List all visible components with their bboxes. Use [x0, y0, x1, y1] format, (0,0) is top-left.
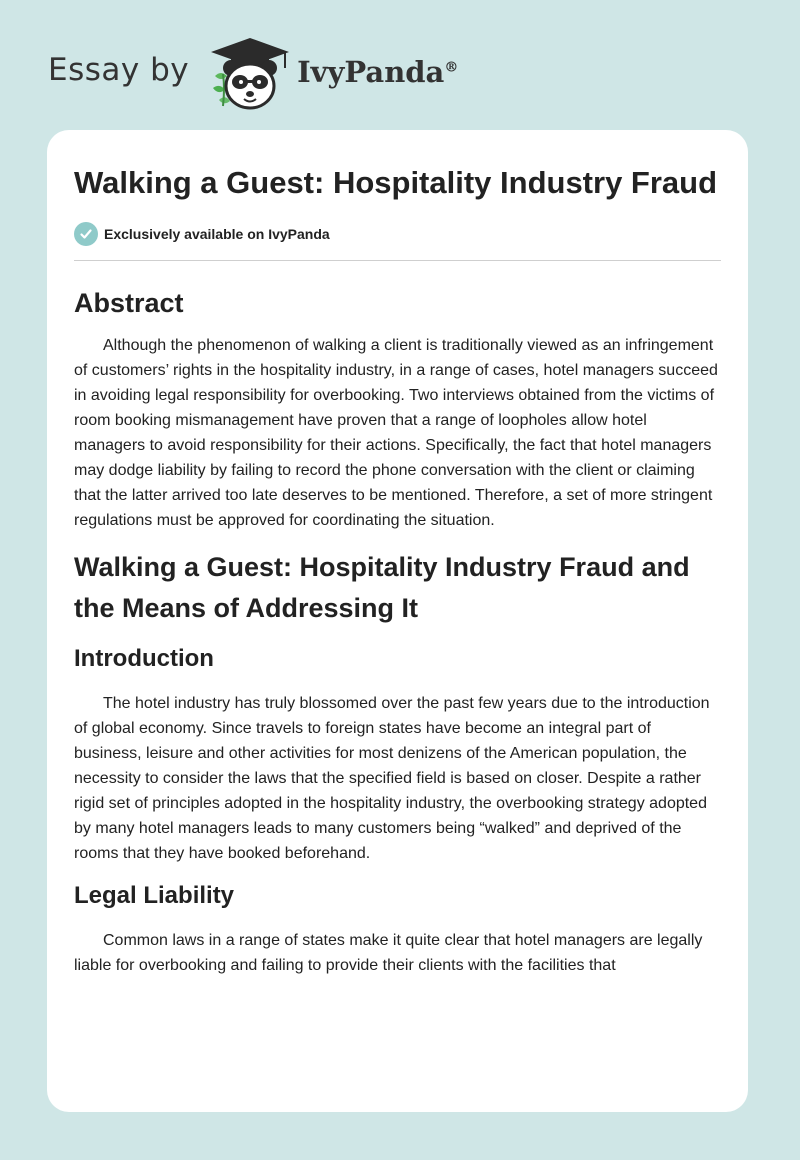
brand-name: IvyPanda®	[297, 55, 459, 89]
exclusive-badge	[74, 222, 721, 246]
registered-mark: ®	[444, 59, 459, 76]
abstract-paragraph: Although the phenomenon of walking a client is traditionally viewed as an infringement of customers’ rights in the hospitality industry, in a range of cases, hotel managers succeed in avoiding legal responsibility for overbooking. Two interviews obtained from the victims of room booking mismanagement have proven that a range of loopholes allow hotel managers to avoid responsibility for their actions. Specifically, the fact that hotel managers may dodge liability by failing to record the phone conversation with the client or claiming that the latter arrived too late deserves to be mentioned. Therefore, a set of more stringent regulations must be approved for coordinating the situation.	[74, 337, 718, 529]
article-card	[47, 130, 748, 1112]
introduction-paragraph: The hotel industry has truly blossomed over the past few years due to the introduction of global economy. Since travels to foreign states have become an integral part of business, leisure and other activities for most denizens of the American population, the necessity to consider the laws that the specified field is based on closer. Despite a rather rigid set of principles adopted in the hospitality industry, the overbooking strategy adopted by many hotel managers leads to many customers being “walked” and deprived of the rooms that they have booked beforehand.	[74, 695, 710, 862]
section-heading-introduction: Introduction	[74, 645, 214, 672]
title-divider	[74, 260, 721, 261]
essay-by-label: Essay by	[48, 52, 190, 88]
check-icon	[74, 222, 98, 246]
section-heading-main: Walking a Guest: Hospitality Industry Fraud and the Means of Addressing It	[74, 552, 690, 623]
panda-logo-icon	[207, 36, 293, 112]
section-heading-abstract: Abstract	[74, 288, 184, 318]
site-header	[48, 34, 458, 114]
exclusive-badge-label: Exclusively available on IvyPanda	[104, 226, 330, 242]
legal-liability-paragraph: Common laws in a range of states make it quite clear that hotel managers are legally liable for overbooking and failing to provide their clients with the facilities that	[74, 932, 703, 974]
article-title: Walking a Guest: Hospitality Industry Fraud	[74, 165, 718, 200]
section-heading-legal-liability: Legal Liability	[74, 882, 235, 909]
